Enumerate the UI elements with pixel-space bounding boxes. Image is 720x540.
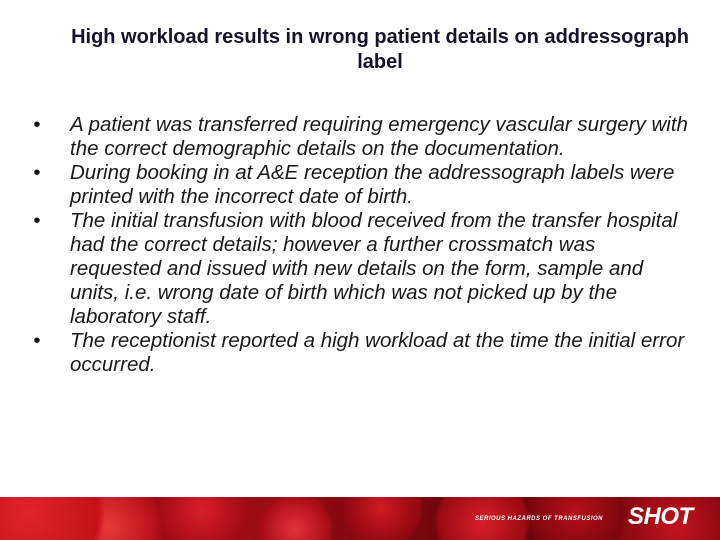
bullet-item	[30, 329, 690, 377]
bullet-text: During booking in at A&E reception the addressograph labels were printed with the incorrect date of birth.	[70, 161, 675, 208]
shot-logo: SHOT	[628, 503, 693, 530]
bullet-icon: •	[33, 113, 41, 136]
bullet-text: The receptionist reported a high workload at the time the initial error occurred.	[70, 329, 685, 376]
bullet-icon: •	[33, 209, 41, 232]
bullet-text: A patient was transferred requiring emergency vascular surgery with the correct demographic details on the documentation.	[70, 113, 688, 160]
slide-title: High workload results in wrong patient details on addressograph label	[71, 26, 689, 73]
bullet-text: The initial transfusion with blood received from the transfer hospital had the correct details; however a further crossmatch was requested and issued with new details on the form, sample and units, i.e. wrong date of birth which was not picked up by the laboratory staff.	[70, 209, 678, 328]
bullet-item	[30, 113, 690, 161]
bullet-icon: •	[33, 329, 41, 352]
bullet-item	[30, 161, 690, 209]
bullet-list	[30, 113, 690, 377]
bullet-icon: •	[33, 161, 41, 184]
bullet-item	[30, 209, 690, 329]
footer-banner	[0, 497, 720, 540]
footer-tagline: SERIOUS HAZARDS OF TRANSFUSION	[475, 516, 604, 522]
